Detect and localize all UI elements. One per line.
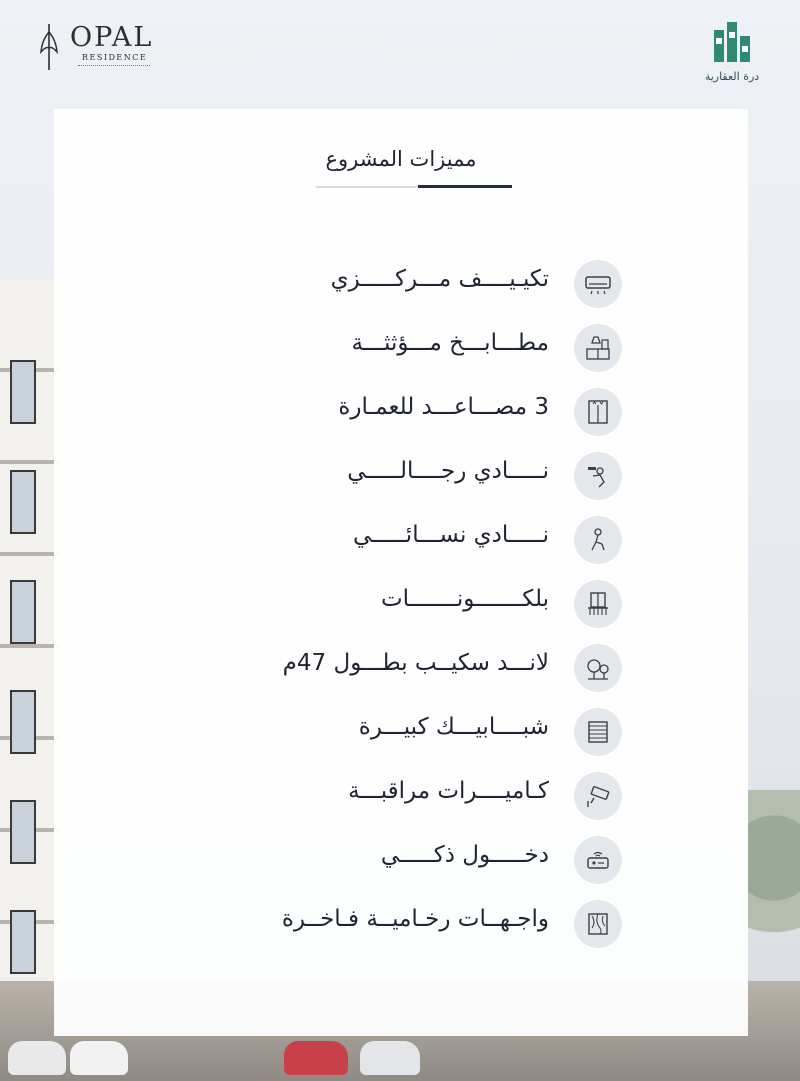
car: [70, 1041, 128, 1075]
womens-gym-icon: [574, 516, 622, 564]
car: [8, 1041, 66, 1075]
feature-label: لانـــد سكيــب بطـــول 47م: [282, 650, 549, 676]
feature-item: [204, 452, 624, 500]
feature-item: [204, 324, 624, 372]
feature-label: نـــــادي رجــــالـــــي: [347, 458, 549, 484]
feature-label: واجـهــات رخـاميــة فـاخــرة: [281, 906, 549, 932]
security-camera-icon: [574, 772, 622, 820]
building-window: [10, 690, 36, 754]
elevator-icon: [574, 388, 622, 436]
car: [360, 1041, 420, 1075]
building-window: [10, 470, 36, 534]
marble-facade-icon: [574, 900, 622, 948]
feature-label: دخـــــول ذكـــــي: [380, 842, 549, 868]
section-title: مميزات المشروع: [325, 147, 477, 171]
feature-item: [204, 580, 624, 628]
feature-item: [204, 388, 624, 436]
durra-mark-icon: [700, 18, 764, 68]
landscape-icon: [574, 644, 622, 692]
building-window: [10, 910, 36, 974]
feature-item: [204, 708, 624, 756]
feature-label: كـاميــــرات مراقبـــة: [348, 778, 549, 804]
durra-logo: [700, 18, 764, 86]
background-trees: [748, 790, 800, 960]
feature-item: [204, 260, 624, 308]
building-window: [10, 580, 36, 644]
feature-item: [204, 772, 624, 820]
opal-residence-logo: [38, 20, 168, 76]
features-card: [54, 109, 748, 1036]
opal-wordmark: OPAL: [70, 22, 154, 53]
feature-item: [204, 644, 624, 692]
building-window: [10, 800, 36, 864]
feature-label: نـــــادي نســـائـــــي: [352, 522, 549, 548]
wheat-mark-icon: [38, 22, 60, 72]
durra-caption: درة العقارية: [704, 70, 760, 83]
building-window: [10, 360, 36, 424]
feature-item: [204, 836, 624, 884]
feature-item: [204, 516, 624, 564]
feature-label: 3 مصـــاعـــد للعمـارة: [338, 394, 549, 420]
smart-entry-icon: [574, 836, 622, 884]
feature-label: مطـــابـــخ مـــؤثثـــة: [351, 330, 549, 356]
window-icon: [574, 708, 622, 756]
logo-divider: [78, 65, 150, 66]
background-building: [0, 280, 60, 1040]
feature-item: [204, 900, 624, 948]
title-underline-accent: [418, 185, 512, 188]
feature-label: شبــــابيـــك كبيـــرة: [358, 714, 549, 740]
feature-label: تكيـيــــف مـــركـــــزي: [330, 266, 549, 292]
balcony-icon: [574, 580, 622, 628]
car: [284, 1041, 348, 1075]
kitchen-icon: [574, 324, 622, 372]
residence-wordmark: RESIDENCE: [82, 53, 148, 62]
mens-gym-icon: [574, 452, 622, 500]
air-conditioner-icon: [574, 260, 622, 308]
feature-label: بلكـــــــونـــــــات: [381, 586, 549, 612]
